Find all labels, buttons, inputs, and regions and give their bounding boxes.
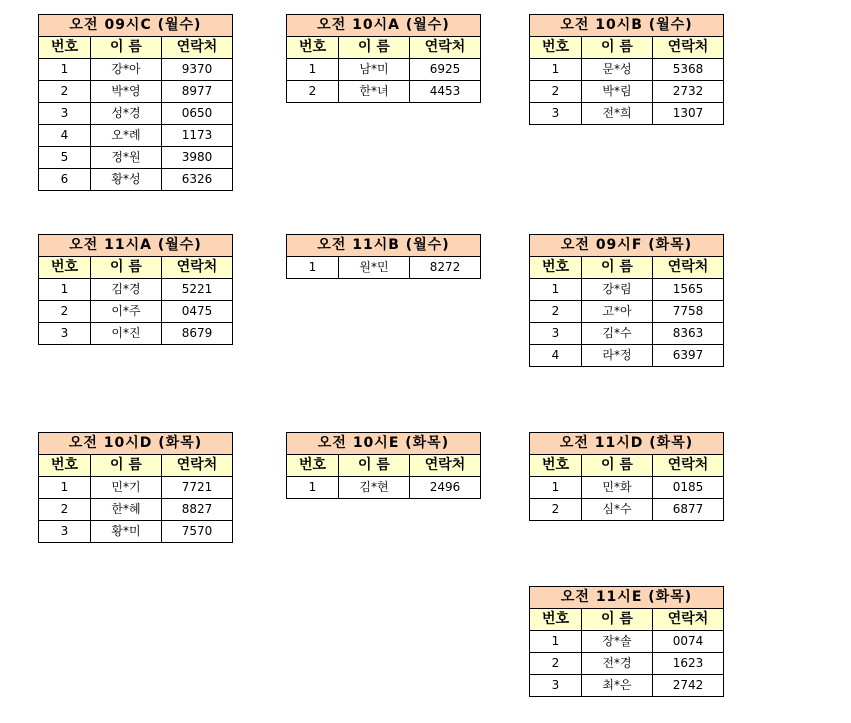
table-title-row — [39, 15, 233, 37]
table-title: 오전 10시A (월수) — [287, 15, 481, 37]
cell-name[interactable]: 정*원 — [91, 147, 162, 169]
cell-number[interactable]: 1 — [39, 279, 91, 301]
table-header-row — [39, 455, 233, 477]
cell-name[interactable]: 성*경 — [91, 103, 162, 125]
cell-number[interactable]: 1 — [530, 631, 582, 653]
cell-number[interactable]: 1 — [530, 59, 582, 81]
class-table — [286, 14, 481, 103]
cell-number[interactable]: 2 — [39, 301, 91, 323]
header-name: 이 름 — [582, 37, 653, 59]
cell-number[interactable]: 1 — [287, 59, 339, 81]
class-table — [286, 234, 481, 279]
table-row — [39, 323, 233, 345]
cell-contact[interactable]: 7721 — [162, 477, 233, 499]
cell-contact[interactable]: 0475 — [162, 301, 233, 323]
cell-contact[interactable]: 0074 — [653, 631, 724, 653]
cell-contact[interactable]: 1623 — [653, 653, 724, 675]
table-row — [287, 257, 481, 279]
cell-contact[interactable]: 2742 — [653, 675, 724, 697]
header-number: 번호 — [530, 37, 582, 59]
header-contact: 연락처 — [162, 455, 233, 477]
table-title: 오전 09시C (월수) — [39, 15, 233, 37]
cell-name[interactable]: 박*림 — [582, 81, 653, 103]
cell-contact[interactable]: 1307 — [653, 103, 724, 125]
cell-name[interactable]: 이*주 — [91, 301, 162, 323]
class-table — [38, 14, 233, 191]
cell-contact[interactable]: 8977 — [162, 81, 233, 103]
cell-contact[interactable]: 1173 — [162, 125, 233, 147]
header-number: 번호 — [39, 257, 91, 279]
cell-name[interactable]: 문*성 — [582, 59, 653, 81]
cell-contact[interactable]: 1565 — [653, 279, 724, 301]
cell-number[interactable]: 3 — [39, 323, 91, 345]
header-contact: 연락처 — [653, 37, 724, 59]
table-row — [530, 323, 724, 345]
cell-name[interactable]: 이*진 — [91, 323, 162, 345]
table-header-row — [39, 37, 233, 59]
cell-number[interactable]: 3 — [39, 103, 91, 125]
table-row — [287, 477, 481, 499]
cell-name[interactable]: 원*민 — [339, 257, 410, 279]
cell-contact[interactable]: 8363 — [653, 323, 724, 345]
table-title-row — [287, 235, 481, 257]
header-name: 이 름 — [339, 455, 410, 477]
cell-name[interactable]: 황*성 — [91, 169, 162, 191]
cell-number[interactable]: 6 — [39, 169, 91, 191]
cell-name[interactable]: 오*례 — [91, 125, 162, 147]
header-contact: 연락처 — [410, 455, 481, 477]
header-number: 번호 — [39, 37, 91, 59]
table-title-row — [530, 15, 724, 37]
table-title: 오전 10시B (월수) — [530, 15, 724, 37]
table-row — [530, 675, 724, 697]
table-row — [39, 521, 233, 543]
table-row — [530, 59, 724, 81]
cell-number[interactable]: 1 — [287, 477, 339, 499]
cell-contact[interactable]: 8827 — [162, 499, 233, 521]
header-contact: 연락처 — [653, 455, 724, 477]
table-title-row — [530, 587, 724, 609]
cell-name[interactable]: 김*수 — [582, 323, 653, 345]
table-row — [39, 103, 233, 125]
header-name: 이 름 — [91, 37, 162, 59]
class-table — [529, 14, 724, 125]
class-table — [529, 586, 724, 697]
cell-name[interactable]: 민*기 — [91, 477, 162, 499]
table-title: 오전 10시D (화목) — [39, 433, 233, 455]
cell-contact[interactable]: 5221 — [162, 279, 233, 301]
cell-name[interactable]: 강*아 — [91, 59, 162, 81]
cell-name[interactable]: 심*수 — [582, 499, 653, 521]
cell-name[interactable]: 라*정 — [582, 345, 653, 367]
cell-contact[interactable]: 6877 — [653, 499, 724, 521]
table-row — [39, 499, 233, 521]
table-row — [530, 653, 724, 675]
table-title: 오전 11시E (화목) — [530, 587, 724, 609]
table-header-row — [530, 37, 724, 59]
cell-name[interactable]: 장*솔 — [582, 631, 653, 653]
table-title: 오전 11시A (월수) — [39, 235, 233, 257]
table-row — [530, 279, 724, 301]
cell-contact[interactable]: 8272 — [410, 257, 481, 279]
cell-number[interactable]: 1 — [39, 477, 91, 499]
cell-contact[interactable]: 0185 — [653, 477, 724, 499]
cell-contact[interactable]: 2496 — [410, 477, 481, 499]
cell-number[interactable]: 2 — [39, 81, 91, 103]
header-contact: 연락처 — [410, 37, 481, 59]
table-row — [39, 147, 233, 169]
table-title-row — [287, 433, 481, 455]
table-header-row — [530, 455, 724, 477]
cell-contact[interactable]: 6925 — [410, 59, 481, 81]
cell-number[interactable]: 2 — [530, 301, 582, 323]
table-row — [39, 279, 233, 301]
header-number: 번호 — [530, 455, 582, 477]
cell-contact[interactable]: 0650 — [162, 103, 233, 125]
cell-contact[interactable]: 7758 — [653, 301, 724, 323]
cell-number[interactable]: 3 — [530, 103, 582, 125]
cell-number[interactable]: 3 — [530, 675, 582, 697]
table-header-row — [530, 257, 724, 279]
header-contact: 연락처 — [162, 37, 233, 59]
cell-number[interactable]: 1 — [530, 279, 582, 301]
table-title-row — [39, 433, 233, 455]
cell-name[interactable]: 최*은 — [582, 675, 653, 697]
header-name: 이 름 — [582, 455, 653, 477]
class-table — [529, 432, 724, 521]
cell-contact[interactable]: 2732 — [653, 81, 724, 103]
cell-name[interactable]: 전*경 — [582, 653, 653, 675]
cell-number[interactable]: 5 — [39, 147, 91, 169]
cell-contact[interactable]: 6397 — [653, 345, 724, 367]
cell-contact[interactable]: 6326 — [162, 169, 233, 191]
table-row — [530, 103, 724, 125]
class-table — [529, 234, 724, 367]
table-header-row — [530, 609, 724, 631]
class-table — [38, 432, 233, 543]
table-header-row — [287, 37, 481, 59]
table-row — [39, 59, 233, 81]
cell-number[interactable]: 2 — [287, 81, 339, 103]
cell-number[interactable]: 1 — [530, 477, 582, 499]
table-row — [530, 631, 724, 653]
table-row — [39, 125, 233, 147]
cell-number[interactable]: 2 — [530, 81, 582, 103]
table-title: 오전 09시F (화목) — [530, 235, 724, 257]
header-name: 이 름 — [91, 257, 162, 279]
table-row — [287, 59, 481, 81]
table-row — [530, 345, 724, 367]
cell-number[interactable]: 3 — [39, 521, 91, 543]
cell-number[interactable]: 3 — [530, 323, 582, 345]
cell-name[interactable]: 한*녀 — [339, 81, 410, 103]
table-title-row — [530, 433, 724, 455]
cell-name[interactable]: 김*현 — [339, 477, 410, 499]
cell-name[interactable]: 강*림 — [582, 279, 653, 301]
header-number: 번호 — [530, 609, 582, 631]
header-contact: 연락처 — [162, 257, 233, 279]
table-row — [39, 301, 233, 323]
table-title-row — [287, 15, 481, 37]
header-contact: 연락처 — [653, 609, 724, 631]
header-name: 이 름 — [582, 609, 653, 631]
cell-contact[interactable]: 8679 — [162, 323, 233, 345]
table-row — [530, 81, 724, 103]
header-number: 번호 — [287, 37, 339, 59]
table-row — [530, 499, 724, 521]
table-title: 오전 11시B (월수) — [287, 235, 481, 257]
cell-name[interactable]: 고*아 — [582, 301, 653, 323]
cell-contact[interactable]: 3980 — [162, 147, 233, 169]
cell-number[interactable]: 2 — [530, 499, 582, 521]
cell-contact[interactable]: 5368 — [653, 59, 724, 81]
cell-name[interactable]: 김*경 — [91, 279, 162, 301]
table-row — [39, 477, 233, 499]
table-title: 오전 11시D (화목) — [530, 433, 724, 455]
table-row — [287, 81, 481, 103]
cell-number[interactable]: 4 — [39, 125, 91, 147]
header-number: 번호 — [287, 455, 339, 477]
table-header-row — [287, 455, 481, 477]
cell-contact[interactable]: 4453 — [410, 81, 481, 103]
cell-name[interactable]: 전*희 — [582, 103, 653, 125]
header-name: 이 름 — [339, 37, 410, 59]
cell-name[interactable]: 한*혜 — [91, 499, 162, 521]
cell-number[interactable]: 2 — [39, 499, 91, 521]
header-number: 번호 — [39, 455, 91, 477]
header-contact: 연락처 — [653, 257, 724, 279]
header-name: 이 름 — [91, 455, 162, 477]
class-table — [286, 432, 481, 499]
table-row — [530, 301, 724, 323]
table-row — [39, 169, 233, 191]
table-title-row — [39, 235, 233, 257]
cell-name[interactable]: 남*미 — [339, 59, 410, 81]
cell-name[interactable]: 박*영 — [91, 81, 162, 103]
cell-contact[interactable]: 7570 — [162, 521, 233, 543]
cell-number[interactable]: 1 — [287, 257, 339, 279]
table-row — [530, 477, 724, 499]
table-title-row — [530, 235, 724, 257]
header-name: 이 름 — [582, 257, 653, 279]
cell-contact[interactable]: 9370 — [162, 59, 233, 81]
table-row — [39, 81, 233, 103]
table-header-row — [39, 257, 233, 279]
cell-number[interactable]: 1 — [39, 59, 91, 81]
table-title: 오전 10시E (화목) — [287, 433, 481, 455]
header-number: 번호 — [530, 257, 582, 279]
cell-name[interactable]: 황*미 — [91, 521, 162, 543]
class-table — [38, 234, 233, 345]
cell-number[interactable]: 4 — [530, 345, 582, 367]
cell-name[interactable]: 민*화 — [582, 477, 653, 499]
cell-number[interactable]: 2 — [530, 653, 582, 675]
